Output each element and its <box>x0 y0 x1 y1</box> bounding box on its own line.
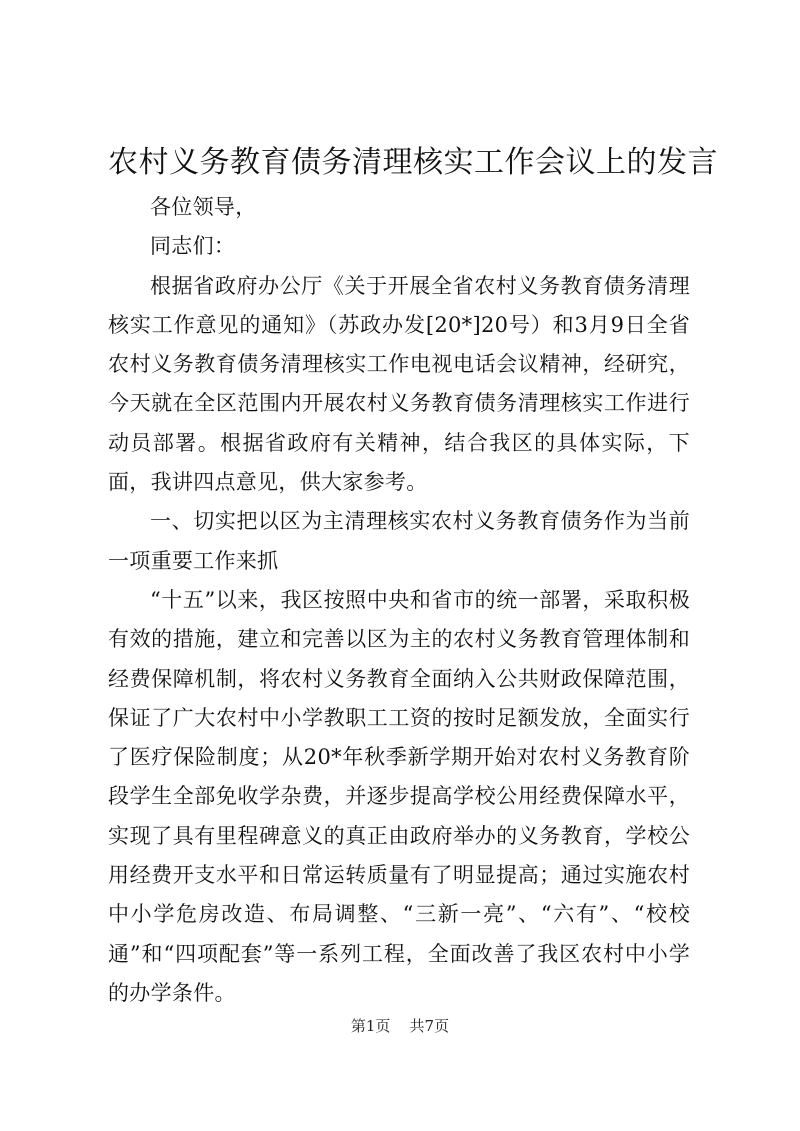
salutation-leaders: 各位领导， <box>150 195 257 219</box>
page-footer <box>0 1016 800 1036</box>
page-total: 共7页 <box>409 1017 450 1035</box>
section-one-paragraph: “十五”以来，我区按照中央和省市的统一部署，采取积极有效的措施，建立和完善以区为主的农村义务教育管理体制和经费保障机制，将农村义务教育全面纳入公共财政保障范围，保证了广大农村中小学教职工工资的按时足额发放，全面实行了医疗保险制度；从20*年秋季新学期开始对农村义务教育阶段学生全部免收学杂费，并逐步提高学校公用经费保障水平，实现了具有里程碑意义的真正由政府举办的义务教育，学校公用经费开支水平和日常运转质量有了明显提高；通过实施农村中小学危房改造、布局调整、“三新一亮”、“六有”、“校校通”和“四项配套”等一系列工程，全面改善了我区农村中小学的办学条件。 <box>108 587 690 1005</box>
document-body <box>108 188 690 1013</box>
footer-spacer <box>395 1016 405 1036</box>
salutation-comrades: 同志们： <box>150 234 236 259</box>
intro-paragraph: 根据省政府办公厅《关于开展全省农村义务教育债务清理核实工作意见的通知》（苏政办发[20*]20号）和3月9日全省农村义务教育债务清理核实工作电视电话会议精神，经研究，今天就在全区范围内开展农村义务教育债务清理核实工作进行动员部署。根据省政府有关精神，结合我区的具体实际，下面，我讲四点意见，供大家参考。 <box>108 273 690 495</box>
page-number: 第1页 <box>350 1017 391 1035</box>
document-title: 农村义务教育债务清理核实工作会议上的发言 <box>108 145 718 180</box>
section-heading-one: 一、切实把以区为主清理核实农村义务教育债务作为当前一项重要工作来抓 <box>108 509 690 573</box>
